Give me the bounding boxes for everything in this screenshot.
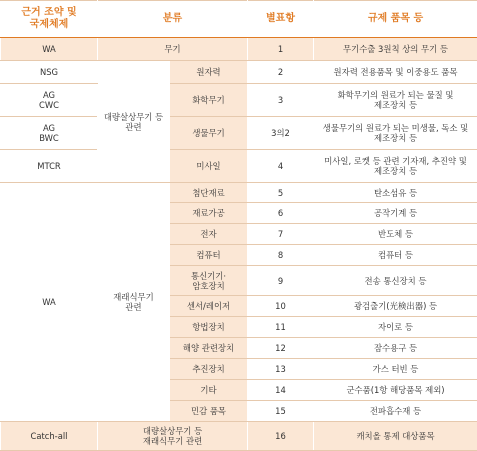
cell-annex: 13 — [248, 359, 314, 380]
cell-annex: 1 — [248, 38, 314, 61]
cell-annex: 14 — [248, 380, 314, 401]
cell-category: 대량살상무기 등 재래식무기 관련 — [98, 422, 248, 451]
cell-annex: 3 — [248, 84, 314, 117]
cell-annex: 4 — [248, 150, 314, 183]
cell-annex: 7 — [248, 224, 314, 245]
cell-regime: NSG — [1, 61, 98, 84]
cell-items: 탄소섬유 등 — [314, 183, 477, 203]
cell-annex: 5 — [248, 183, 314, 203]
cell-sub: 생물무기 — [170, 117, 248, 150]
cell-annex: 3의2 — [248, 117, 314, 150]
cell-sub: 재료가공 — [170, 203, 248, 224]
table-row-cwc — [1, 84, 477, 117]
cell-annex: 11 — [248, 317, 314, 338]
cell-sub: 전자 — [170, 224, 248, 245]
cell-items: 광검출기(光検出器) 등 — [314, 296, 477, 317]
cell-items: 자이로 등 — [314, 317, 477, 338]
cell-annex: 12 — [248, 338, 314, 359]
cell-category: 무기 — [98, 38, 248, 61]
cell-sub: 첨단재료 — [170, 183, 248, 203]
cell-annex: 2 — [248, 61, 314, 84]
table-row-catchall — [1, 422, 477, 451]
table-row-nsg — [1, 61, 477, 84]
cell-annex: 15 — [248, 401, 314, 422]
cell-regime: MTCR — [1, 150, 98, 183]
cell-annex: 9 — [248, 266, 314, 296]
cell-sub: 해양 관련장치 — [170, 338, 248, 359]
cell-items: 공작기계 등 — [314, 203, 477, 224]
cell-sub: 화학무기 — [170, 84, 248, 117]
cell-wmd-category: 대량살상무기 등 관련 — [98, 61, 170, 183]
cell-annex: 10 — [248, 296, 314, 317]
cell-regime: AG CWC — [1, 84, 98, 117]
header-category: 분류 — [98, 1, 248, 38]
table-row-mtcr — [1, 150, 477, 183]
cell-items: 전송 통신장치 등 — [314, 266, 477, 296]
table-row-wa-weapons — [1, 38, 477, 61]
cell-sub: 민감 품목 — [170, 401, 248, 422]
cell-items: 반도체 등 — [314, 224, 477, 245]
header-regime: 근거 조약 및 국제체제 — [1, 1, 98, 38]
cell-conv-category: 재래식무기 관련 — [98, 183, 170, 422]
cell-annex: 8 — [248, 245, 314, 266]
cell-items: 무기수출 3원칙 상의 무기 등 — [314, 38, 477, 61]
header-items: 규제 품목 등 — [314, 1, 477, 38]
cell-annex: 16 — [248, 422, 314, 451]
cell-sub: 원자력 — [170, 61, 248, 84]
cell-sub: 항법장치 — [170, 317, 248, 338]
cell-items: 가스 터빈 등 — [314, 359, 477, 380]
cell-items: 전파흡수재 등 — [314, 401, 477, 422]
cell-items: 컴퓨터 등 — [314, 245, 477, 266]
table-header-row — [1, 1, 477, 38]
cell-items: 미사일, 로켓 등 관련 기자재, 추진약 및 제조장치 등 — [314, 150, 477, 183]
table-row-conv — [1, 183, 477, 203]
cell-sub: 컴퓨터 — [170, 245, 248, 266]
cell-items: 캐치올 통제 대상품목 — [314, 422, 477, 451]
header-annex: 별표항 — [248, 1, 314, 38]
cell-annex: 6 — [248, 203, 314, 224]
cell-sub: 추진장치 — [170, 359, 248, 380]
cell-sub: 미사일 — [170, 150, 248, 183]
cell-sub: 센서/레이저 — [170, 296, 248, 317]
cell-regime: Catch-all — [1, 422, 98, 451]
cell-items: 화학무기의 원료가 되는 물질 및 제조장치 등 — [314, 84, 477, 117]
cell-items: 잠수용구 등 — [314, 338, 477, 359]
cell-items: 생물무기의 원료가 되는 미생물, 독소 및 제조장치 등 — [314, 117, 477, 150]
cell-items: 군수품(1항 해당품목 제외) — [314, 380, 477, 401]
cell-sub: 기타 — [170, 380, 248, 401]
cell-regime: AG BWC — [1, 117, 98, 150]
table-row-bwc — [1, 117, 477, 150]
cell-items: 원자력 전용품목 및 이중용도 품목 — [314, 61, 477, 84]
cell-wa-regime: WA — [1, 183, 98, 422]
cell-sub: 통신기기· 암호장치 — [170, 266, 248, 296]
cell-regime: WA — [1, 38, 98, 61]
